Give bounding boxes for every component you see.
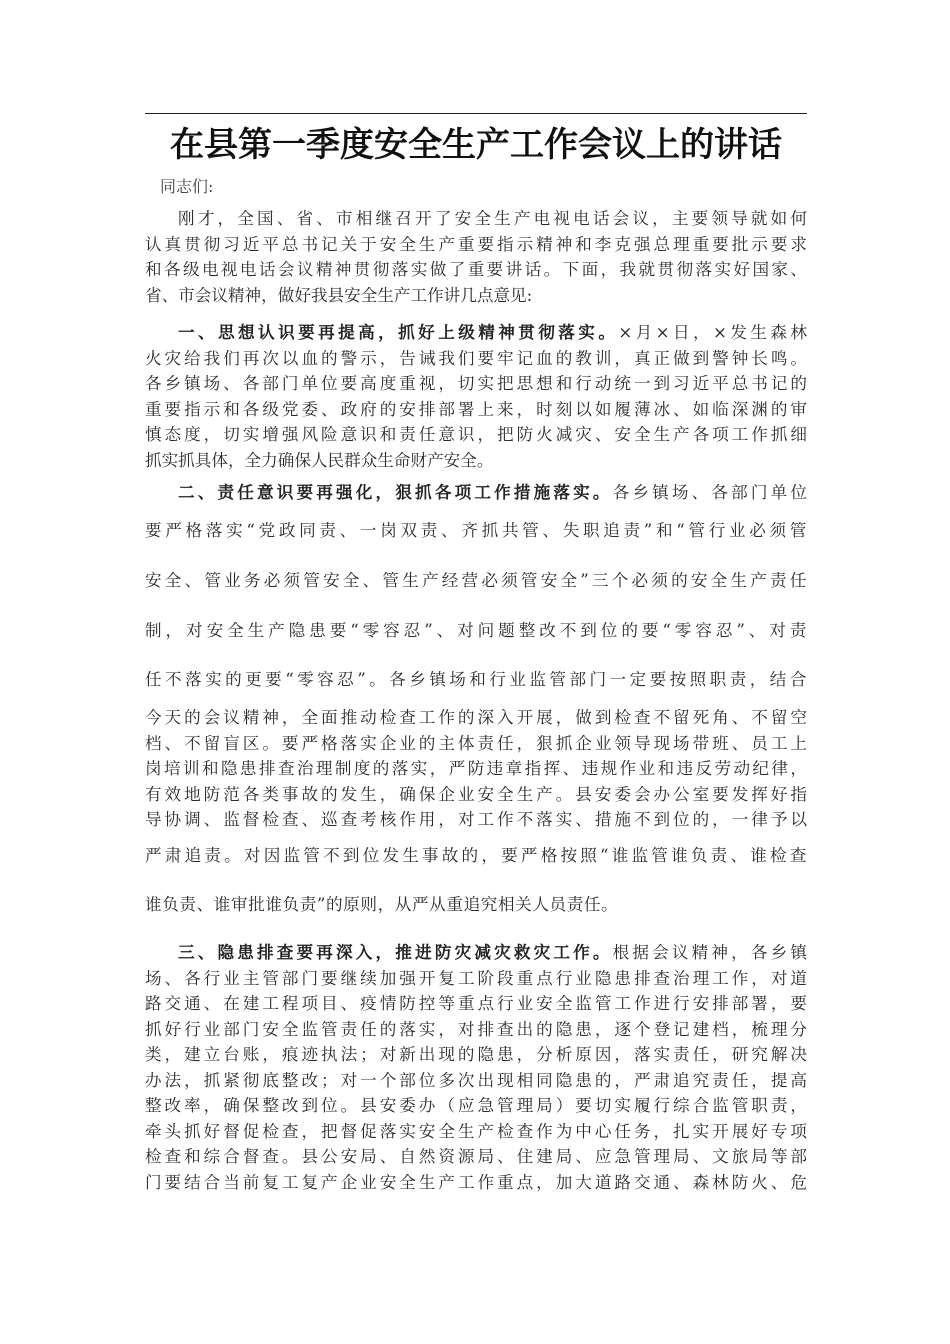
- section-2-line: 安全、管业务必须管安全、管生产经营必须管安全”三个必须的安全生产责任: [145, 571, 807, 590]
- section-2-line: 任不落实的更要“零容忍”。各乡镇场和行业监管部门一定要按照职责，结合: [145, 670, 807, 689]
- section-1-line: 抓实抓具体，全力确保人民群众生命财产安全。: [145, 450, 494, 470]
- section-2-wide-line-2: [145, 568, 807, 594]
- section-2-line: 制，对安全生产隐患要“零容忍”、对问题整改不到位的要“零容忍”、对责: [145, 621, 807, 640]
- document-title: 在县第一季度安全生产工作会议上的讲话: [170, 125, 782, 165]
- section-3-line: 门要结合当前复工复产企业安全生产工作重点，加大道路交通、森林防火、危: [145, 1172, 807, 1192]
- section-3-paragraph: [145, 940, 807, 1195]
- section-3-line: 抓好行业部门安全监管责任的落实，对排查出的隐患，逐个登记建档，梳理分: [145, 1019, 807, 1039]
- title-top-rule: [145, 113, 807, 114]
- section-3-first-line: [145, 940, 807, 966]
- section-2-body: [145, 705, 807, 833]
- section-2-first-line: [145, 480, 807, 506]
- section-2-line: 导协调、监督检查、巡查考核作用，对工作不落实、措施不到位的，一律予以: [145, 810, 807, 829]
- section-1-heading: 一、思想认识要再提高，抓好上级精神贯彻落实。: [178, 322, 619, 342]
- section-2-line: 岗培训和隐患排查治理制度的落实，严防违章指挥、违规作业和违反劳动纪律，: [145, 759, 807, 778]
- section-1-line: 慎态度，切实增强风险意识和责任意识，把防火减灾、安全生产各项工作抓细: [145, 425, 807, 444]
- intro-line: 省、市会议精神，做好我县安全生产工作讲几点意见:: [145, 285, 533, 305]
- section-1-line: 重要指示和各级党委、政府的安排部署上来，时刻以如履薄冰、如临深渊的审: [145, 399, 807, 419]
- section-2-line: 谁负责、谁审批谁负责”的原则，从严从重追究相关人员责任。: [145, 895, 619, 914]
- section-3-line: 场、各行业主管部门要继续加强开复工阶段重点行业隐患排查治理工作，对道: [145, 968, 807, 988]
- section-3-line: 办法，抓紧彻底整改；对一个部位多次出现相同隐患的，严肃追究责任，提高: [145, 1070, 807, 1090]
- section-2-line: 有效地防范各类事故的发生，确保企业安全生产。县安委会办公室要发挥好指: [145, 784, 807, 804]
- section-2-heading-line: [145, 480, 807, 506]
- intro-line: 认真贯彻习近平总书记关于安全生产重要指示精神和李克强总理重要批示要求: [145, 234, 807, 254]
- section-2-tail-line-1: [145, 843, 807, 869]
- section-1-line: 各乡镇场、各部门单位要高度重视，切实把思想和行动统一到习近平总书记的: [145, 374, 807, 393]
- section-2-line: 要严格落实“党政同责、一岗双责、齐抓共管、失职追责”和“管行业必须管: [145, 521, 807, 540]
- section-3-line: 整改率，确保整改到位。县安委办（应急管理局）要切实履行综合监管职责，: [145, 1096, 807, 1115]
- section-1-paragraph: [145, 320, 807, 473]
- section-1-first-line-text: ×月×日，×发生森林: [618, 323, 808, 342]
- section-2-tail-line-2: [145, 892, 807, 918]
- section-2-heading: 二、责任意识要再强化，狠抓各项工作措施落实。: [178, 482, 613, 502]
- section-3-first-line-text: 根据会议精神，各乡镇: [612, 943, 808, 962]
- intro-line: 和各级电视电话会议精神贯彻落实做了重要讲话。下面，我就贯彻落实好国家、: [145, 260, 807, 279]
- section-1-line: 火灾给我们再次以血的警示，告诫我们要牢记血的教训，真正做到警钟长鸣。: [145, 348, 807, 368]
- intro-paragraph: [145, 206, 807, 308]
- section-1-first-line: [145, 320, 807, 346]
- section-3-line: 检查和综合督查。县公安局、自然资源局、住建局、应急管理局、文旅局等部: [145, 1147, 807, 1166]
- section-2-line: 档、不留盲区。要严格落实企业的主体责任，狠抓企业领导现场带班、员工上: [145, 733, 807, 753]
- salutation: 同志们:: [160, 177, 214, 196]
- section-3-line: 路交通、在建工程项目、疫情防控等重点行业安全监管工作进行安排部署，要: [145, 994, 807, 1013]
- section-3-line: 类，建立台账，痕迹执法；对新出现的隐患，分析原因，落实责任，研究解决: [145, 1045, 807, 1064]
- section-2-wide-line-4: [145, 667, 807, 693]
- section-2-line: 严肃追责。对因监管不到位发生事故的，要严格按照“谁监管谁负责、谁检查: [145, 846, 807, 865]
- section-2-wide-line-1: [145, 518, 807, 544]
- section-3-line: 牵头抓好督促检查，把督促落实安全生产检查作为中心任务，扎实开展好专项: [145, 1121, 807, 1141]
- intro-line: 刚才，全国、省、市相继召开了安全生产电视电话会议，主要领导就如何: [178, 209, 807, 228]
- section-2-line: 今天的会议精神，全面推动检查工作的深入开展，做到检查不留死角、不留空: [145, 708, 807, 727]
- section-3-heading: 三、隐患排查要再深入，推进防灾减灾救灾工作。: [178, 942, 613, 962]
- section-2-first-line-text: 各乡镇场、各部门单位: [612, 483, 808, 502]
- section-2-wide-line-3: [145, 618, 807, 644]
